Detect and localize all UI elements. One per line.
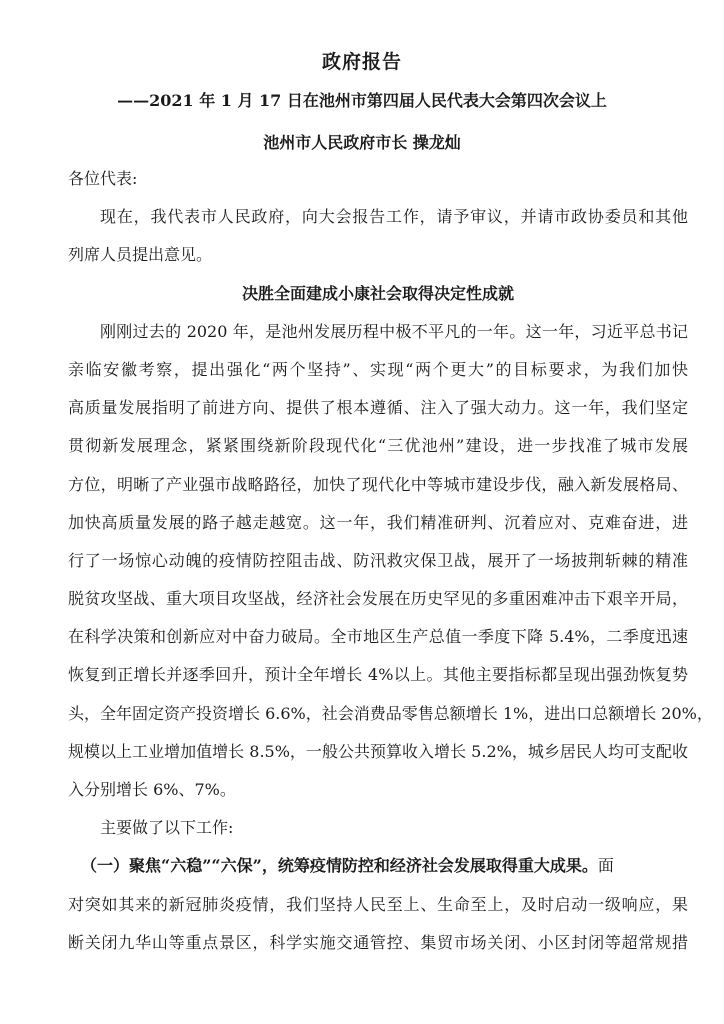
document-subtitle: ——2021 年 1 月 17 日在池州市第四届人民代表大会第四次会议上: [117, 91, 607, 110]
page-title: 政府报告: [321, 51, 402, 73]
body-line: 列席人员提出意见。: [68, 245, 213, 265]
body-line: 主要做了以下工作:: [100, 818, 234, 838]
body-line: 刚刚过去的 2020 年，是池州发展历程中极不平凡的一年。这一年，习近平总书记: [100, 321, 688, 341]
body-line: 规模以上工业增加值增长 8.5%，一般公共预算收入增长 5.2%，城乡居民人均可支配收: [68, 741, 688, 761]
body-line: 行了一场惊心动魄的疫情防控阻击战、防汛救灾保卫战，展开了一场披荆斩棘的精准: [68, 550, 688, 570]
section-heading: 决胜全面建成小康社会取得决定性成就: [241, 283, 514, 303]
body-line: 断关闭九华山等重点景区，科学实施交通管控、集贸市场关闭、小区封闭等超常规措: [68, 932, 688, 952]
subsection-heading: （一）聚焦“六稳”“六保”，统筹疫情防控和经济社会发展取得重大成果。: [81, 856, 598, 876]
subsection-lead-text: 面: [597, 856, 614, 876]
subsection-line: [68, 853, 688, 891]
body-line: 贯彻新发展理念，紧紧围绕新阶段现代化“三优池州”建设，进一步找准了城市发展: [68, 436, 688, 456]
body-line: 方位，明晰了产业强市战略路径，加快了现代化中等城市建设步伐，融入新发展格局、: [68, 474, 688, 494]
salutation: 各位代表:: [68, 169, 138, 188]
body-line: 亲临安徽考察，提出强化“两个坚持”、实现“两个更大”的目标要求，为我们加快: [68, 359, 688, 379]
body-line: 入分别增长 6%、7%。: [68, 780, 236, 799]
body-line: 头，全年固定资产投资增长 6.6%，社会消费品零售总额增长 1%，进出口总额增长 20%，: [68, 703, 713, 723]
body-line: 脱贫攻坚战、重大项目攻坚战，经济社会发展在历史罕见的多重困难冲击下艰辛开局，: [68, 589, 688, 609]
body-line: 现在，我代表市人民政府，向大会报告工作，请予审议，并请市政协委员和其他: [100, 207, 688, 227]
body-line: 加快高质量发展的路子越走越宽。这一年，我们精准研判、沉着应对、克难奋进，进: [68, 512, 688, 532]
body-line: 恢复到正增长并逐季回升，预计全年增长 4%以上。其他主要指标都呈现出强劲恢复势: [68, 665, 688, 685]
body-text: [68, 166, 713, 968]
body-line: 对突如其来的新冠肺炎疫情，我们坚持人民至上、生命至上，及时启动一级响应，果: [68, 894, 688, 914]
body-line: 高质量发展指明了前进方向、提供了根本遵循、注入了强大动力。这一年，我们坚定: [68, 398, 688, 418]
speaker-line: 池州市人民政府市长 操龙灿: [263, 133, 461, 152]
body-line: 在科学决策和创新应对中奋力破局。全市地区生产总值一季度下降 5.4%，二季度迅速: [68, 627, 688, 647]
